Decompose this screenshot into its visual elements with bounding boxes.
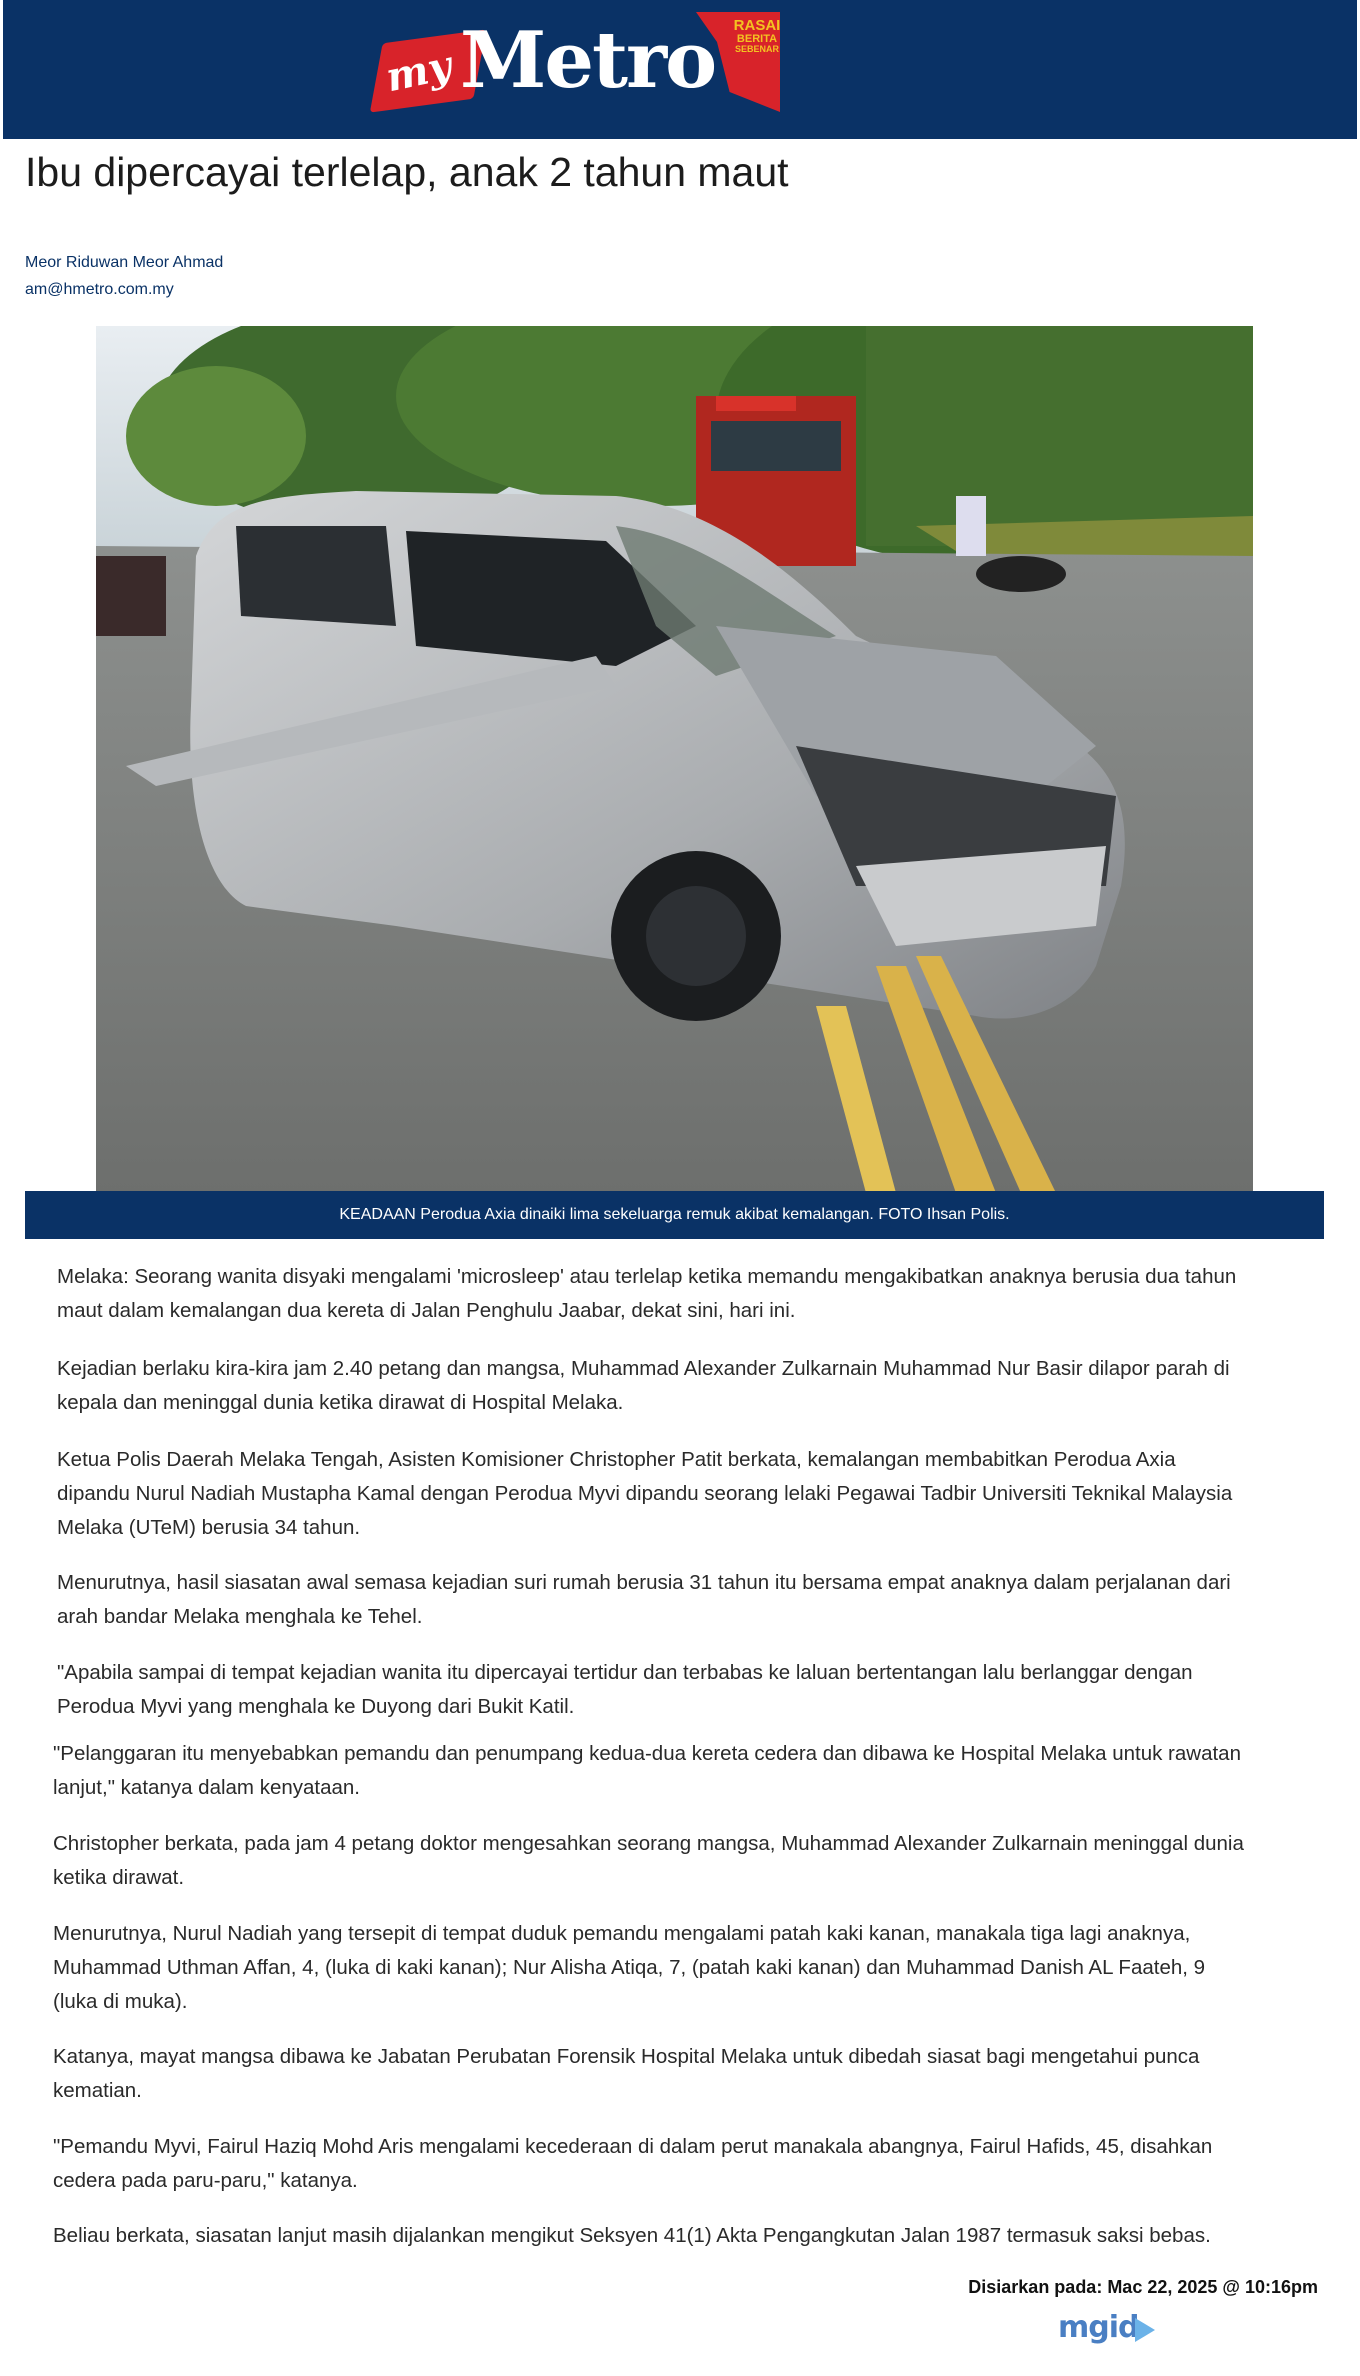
site-logo[interactable]: [378, 12, 783, 116]
paragraph-line: Melaka (UTeM) berusia 34 tahun.: [57, 1516, 361, 1539]
paragraph-line: Perodua Myvi yang menghala ke Duyong dari Bukit Katil.: [57, 1695, 575, 1718]
paragraph-line: Muhammad Uthman Affan, 4, (luka di kaki kanan); Nur Alisha Atiqa, 7, (patah kaki kanan) dan Muhammad Danish AL Faateh, 9: [53, 1956, 1206, 1979]
paragraph-line: kepala dan meninggal dunia ketika dirawat di Hospital Melaka.: [57, 1391, 624, 1414]
mgid-play-icon[interactable]: [1135, 2318, 1155, 2342]
article-paragraph: [57, 1656, 1193, 1724]
article-paragraph: [53, 1737, 1241, 1805]
logo-my-text: my: [381, 41, 456, 102]
logo-tagline-line: RASAI: [733, 17, 781, 34]
crash-scene-image: [96, 326, 1253, 1193]
mgid-ad-logo[interactable]: mgid: [1058, 2310, 1139, 2345]
site-header: [3, 0, 1357, 139]
logo-metro-text: Metro: [460, 15, 716, 106]
paragraph-line: "Pelanggaran itu menyebabkan pemandu dan penumpang kedua-dua kereta cedera dan dibawa ke Hospital Melaka untuk rawatan: [53, 1742, 1241, 1765]
logo-tagline-line: SEBENAR: [734, 44, 779, 55]
paragraph-line: dipandu Nurul Nadiah Mustapha Kamal dengan Perodua Myvi dipandu seorang lelaki Pegawai Tadbir Universiti Teknikal Malaysia: [57, 1482, 1233, 1505]
author-email[interactable]: am@hmetro.com.my: [25, 281, 174, 298]
article-paragraph: [57, 1352, 1230, 1420]
paragraph-line: arah bandar Melaka menghala ke Tehel.: [57, 1605, 423, 1628]
paragraph-line: (luka di muka).: [53, 1990, 188, 2013]
article-paragraph: [53, 1827, 1244, 1895]
article-byline: [25, 249, 223, 303]
paragraph-line: Ketua Polis Daerah Melaka Tengah, Asisten Komisioner Christopher Patit berkata, kemalangan membabitkan Perodua Axia: [57, 1448, 1176, 1471]
posted-date: Disiarkan pada: Mac 22, 2025 @ 10:16pm: [968, 2277, 1318, 2297]
paragraph-line: cedera pada paru-paru," katanya.: [53, 2169, 358, 2192]
article-paragraph: [53, 2040, 1199, 2108]
article-paragraph: [53, 1917, 1205, 2019]
logo-tagline-line: BERITA: [736, 32, 778, 45]
paragraph-line: "Pemandu Myvi, Fairul Haziq Mohd Aris mengalami kecederaan di dalam perut manakala abangnya, Fairul Hafids, 45, disahkan: [53, 2135, 1213, 2158]
article-paragraph: [57, 1260, 1236, 1328]
paragraph-line: "Apabila sampai di tempat kejadian wanita itu dipercayai tertidur dan terbabas ke laluan bertentangan lalu berlanggar dengan: [57, 1661, 1193, 1684]
author-name[interactable]: Meor Riduwan Meor Ahmad: [25, 254, 224, 271]
logo-tagline: [733, 18, 781, 55]
paragraph-line: Menurutnya, hasil siasatan awal semasa kejadian suri rumah berusia 31 tahun itu bersama empat anaknya dalam perjalanan dari: [57, 1571, 1231, 1594]
paragraph-line: maut dalam kemalangan dua kereta di Jalan Penghulu Jaabar, dekat sini, hari ini.: [57, 1299, 796, 1322]
article-paragraph: [53, 2130, 1212, 2198]
paragraph-line: kematian.: [53, 2079, 142, 2102]
paragraph-line: Katanya, mayat mangsa dibawa ke Jabatan Perubatan Forensik Hospital Melaka untuk dibedah siasat bagi mengetahui punca: [53, 2045, 1200, 2068]
paragraph-line: Christopher berkata, pada jam 4 petang doktor mengesahkan seorang mangsa, Muhammad Alexander Zulkarnain meninggal dunia: [53, 1832, 1244, 1855]
article-paragraph: [57, 1566, 1231, 1634]
photo-caption: KEADAAN Perodua Axia dinaiki lima sekeluarga remuk akibat kemalangan. FOTO Ihsan Polis.: [25, 1191, 1324, 1239]
paragraph-line: Menurutnya, Nurul Nadiah yang tersepit di tempat duduk pemandu mengalami patah kaki kanan, manakala tiga lagi anaknya,: [53, 1922, 1191, 1945]
article-photo: [96, 326, 1253, 1193]
article-title: Ibu dipercayai terlelap, anak 2 tahun maut: [25, 149, 789, 195]
paragraph-line: Melaka: Seorang wanita disyaki mengalami 'microsleep' atau terlelap ketika memandu mengakibatkan anaknya berusia dua tahun: [57, 1265, 1237, 1288]
article-paragraph: [53, 2219, 1211, 2253]
paragraph-line: Kejadian berlaku kira-kira jam 2.40 petang dan mangsa, Muhammad Alexander Zulkarnain Muhammad Nur Basir dilapor parah di: [57, 1357, 1230, 1380]
paragraph-line: ketika dirawat.: [53, 1866, 185, 1889]
article-paragraph: [57, 1443, 1232, 1545]
paragraph-line: Beliau berkata, siasatan lanjut masih dijalankan mengikut Seksyen 41(1) Akta Pengangkutan Jalan 1987 termasuk saksi bebas.: [53, 2224, 1211, 2247]
paragraph-line: lanjut," katanya dalam kenyataan.: [53, 1776, 360, 1799]
